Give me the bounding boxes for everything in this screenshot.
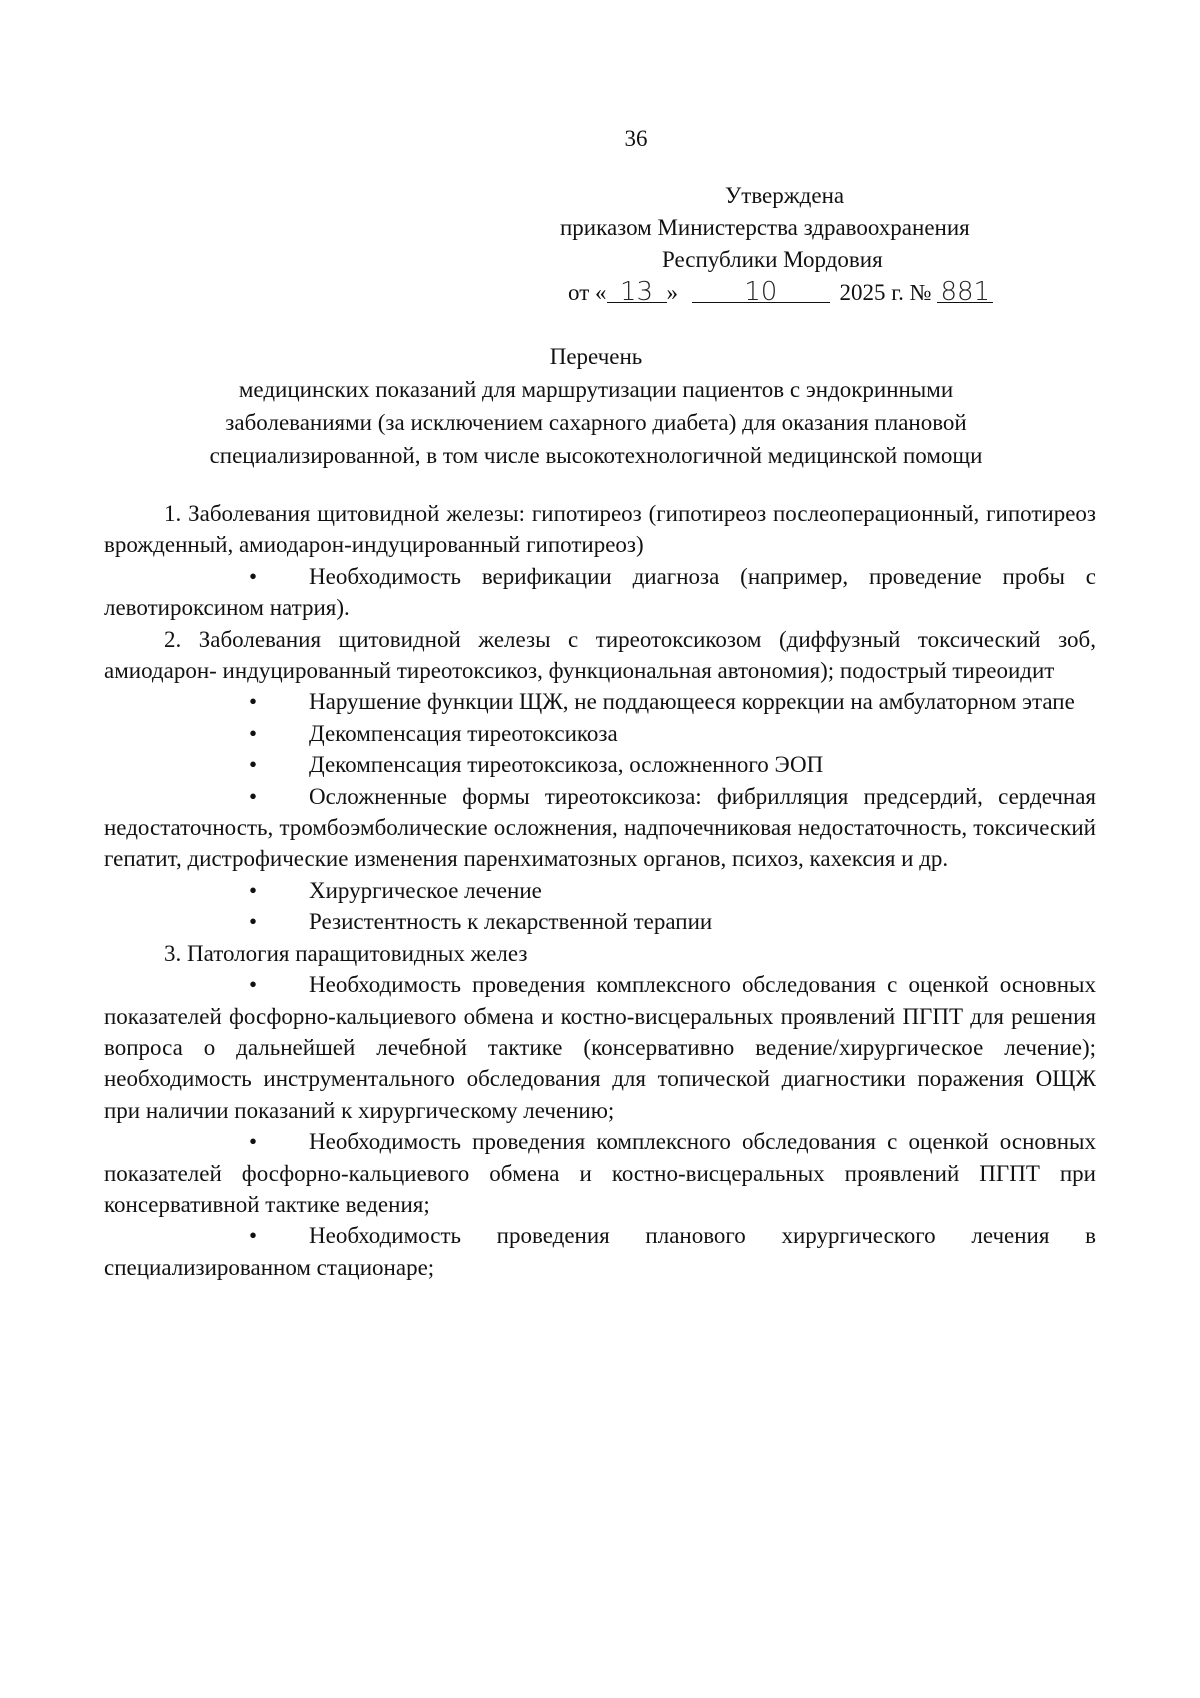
list-item [104, 906, 1096, 937]
list-item [104, 781, 1096, 875]
date-mid: » [666, 280, 678, 305]
section-2-heading: 2. Заболевания щитовидной железы с тиреотоксикозом (диффузный токсический зоб, амиодарон- индуцированный тиреотоксикоз, функциональная автономия); подострый тиреоидит [104, 626, 1096, 684]
section-1-heading: 1. Заболевания щитовидной железы: гипотиреоз (гипотиреоз послеоперационный, гипотиреоз врожденный, амиодарон-индуцированный гипотиреоз) [104, 501, 1096, 558]
list-item [104, 1126, 1096, 1220]
bullet-icon: • [249, 909, 258, 935]
list-item [104, 686, 1096, 717]
bullet-icon: • [249, 972, 258, 998]
approval-title: Утверждена [725, 183, 845, 208]
list-item-text: Необходимость проведения планового хирургического лечения в специализированном стационаре; [104, 1223, 1096, 1280]
list-item [104, 1220, 1096, 1283]
list-item [104, 718, 1096, 749]
list-item-text: Необходимость проведения комплексного обследования с оценкой основных показателей фосфорно-кальциевого обмена и костно-висцеральных проявлений ПГПТ для решения вопроса о дальнейшей лечебной тактике (консервативно ведение/хирургическое лечение); необходимость инструментального обследования для топической диагностики поражения ОЩЖ при наличии показаний к хирургическому лечению; [104, 972, 1096, 1123]
bullet-icon: • [249, 563, 258, 589]
approval-date-line [540, 276, 1080, 308]
number-field [937, 276, 993, 307]
list-item [104, 749, 1096, 780]
list-item [104, 561, 1096, 624]
bullet-icon: • [249, 1129, 258, 1155]
bullet-icon: • [249, 877, 258, 903]
document-body [104, 498, 1096, 1283]
list-item-text: Необходимость проведения комплексного обследования с оценкой основных показателей фосфорно-кальциевого обмена и костно-висцеральных проявлений ПГПТ при консервативной тактике ведения; [104, 1129, 1096, 1217]
list-item [104, 875, 1096, 906]
title-heading: Перечень [549, 344, 643, 369]
document-title [96, 340, 1096, 472]
approval-stamp [540, 180, 1080, 308]
approval-region: Республики Мордовия [662, 247, 883, 272]
date-prefix: от « [568, 280, 607, 305]
day-handwritten: 13 [619, 277, 654, 307]
title-line-3: специализированной, в том числе высокотехнологичной медицинской помощи [209, 443, 983, 468]
bullet-icon: • [249, 689, 258, 715]
list-item-text: Декомпенсация тиреотоксикоза [309, 720, 618, 746]
list-item-text: Декомпенсация тиреотоксикоза, осложненного ЭОП [309, 752, 824, 778]
list-item-text: Резистентность к лекарственной терапии [309, 909, 713, 935]
bullet-icon: • [249, 720, 258, 746]
day-field [607, 276, 667, 307]
bullet-icon: • [249, 752, 258, 778]
title-line-1: медицинских показаний для маршрутизации пациентов с эндокринными [238, 377, 954, 402]
year-and-number-label: 2025 г. № [839, 280, 932, 305]
bullet-icon: • [249, 1223, 258, 1249]
title-line-2: заболеваниями (за исключением сахарного диабета) для оказания плановой [225, 410, 967, 435]
order-number-handwritten: 881 [940, 277, 991, 307]
month-handwritten: 10 [744, 277, 778, 307]
section-3-heading: 3. Патология паращитовидных желез [164, 940, 528, 966]
list-item-text: Осложненные формы тиреотоксикоза: фибрилляция предсердий, сердечная недостаточность, тромбоэмболические осложнения, надпочечниковая недостаточность, токсический гепатит, дистрофические изменения паренхиматозных органов, психоз, кахексия и др. [104, 783, 1096, 872]
approval-order: приказом Министерства здравоохранения [560, 215, 970, 240]
list-item [104, 969, 1096, 1126]
list-item-text: Необходимость верификации диагноза (например, проведение пробы с левотироксином натрия). [104, 563, 1096, 621]
list-item-text: Хирургическое лечение [309, 877, 542, 903]
list-item-text: Нарушение функции ЩЖ, не поддающееся коррекции на амбулаторном этапе [309, 689, 1075, 715]
month-field [692, 276, 830, 307]
bullet-icon: • [249, 783, 258, 809]
page-number: 36 [624, 126, 648, 151]
